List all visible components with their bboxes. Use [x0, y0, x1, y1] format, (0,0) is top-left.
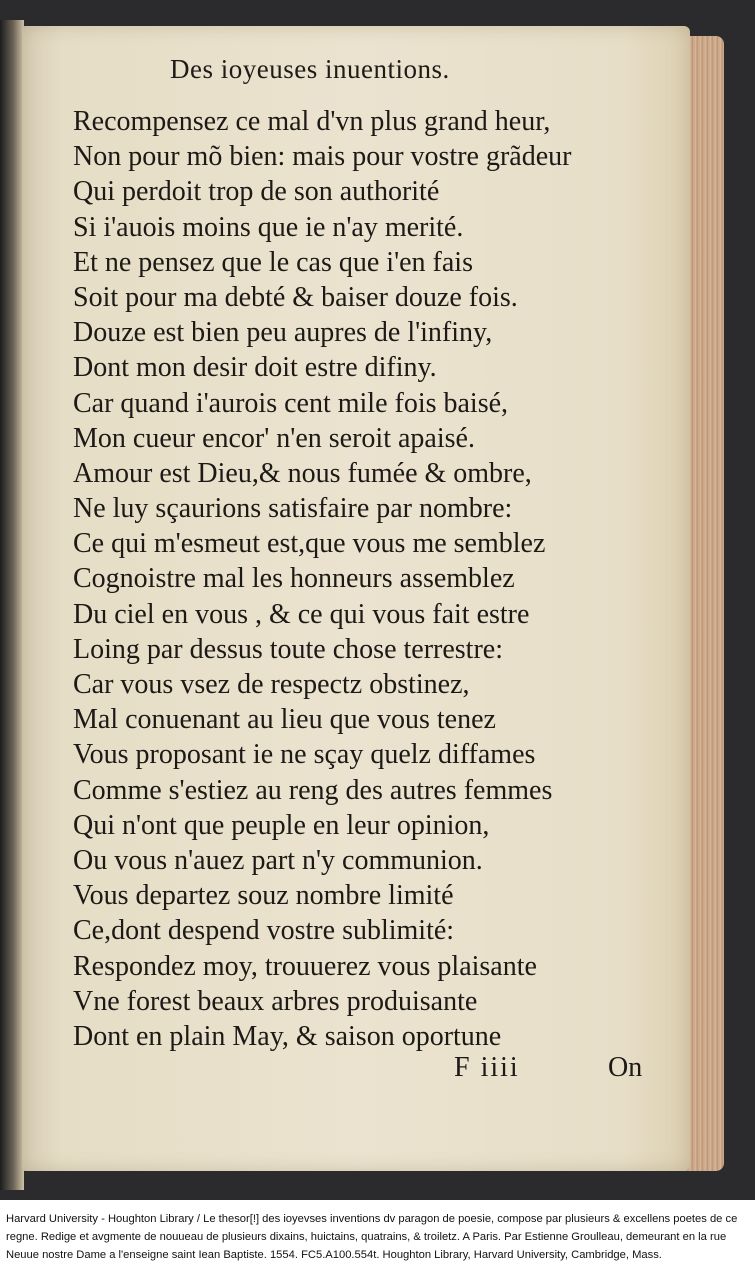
verse-line: Ce,dont despend vostre sublimité:: [73, 915, 455, 947]
verse-line: Loing par dessus toute chose terrestre:: [73, 633, 503, 665]
verse-line: Respondez moy, trouuerez vous plaisante: [73, 950, 537, 982]
verse-line: Et ne pensez que le cas que i'en fais: [73, 246, 473, 278]
verse-line: Non pour mõ bien: mais pour vostre grãdeur: [73, 141, 572, 173]
verse-line: Soit pour ma debté & baiser douze fois.: [73, 281, 518, 313]
verse-line: Dont en plain May, & saison oportune: [73, 1020, 502, 1052]
verse-line: Mal conuenant au lieu que vous tenez: [73, 704, 496, 736]
verse-line: Qui perdoit trop de son authorité: [73, 176, 440, 208]
verse-line: Mon cueur encor' n'en seroit apaisé.: [73, 422, 475, 454]
verse-line: Dont mon desir doit estre difiny.: [73, 352, 437, 384]
library-credit: Harvard University - Houghton Library / Le thesor[!] des ioyevses inventions dv paragon de poesie, compose par plusieurs & excellens poetes de ce regne. Redige et avgmente de nouueau de plusieurs dixains, huictains, quatrains, & troiletz. A Paris. Par Estienne Groulleau, demeurant en la rue Neuue nostre Dame a l'enseigne saint Iean Baptiste. 1554. FC5.A100.554t. Houghton Library, Harvard University, Cambridge, Mass.: [6, 1213, 738, 1261]
verse-line: Recompensez ce mal d'vn plus grand heur,: [73, 106, 551, 137]
verse-line: Comme s'estiez au reng des autres femmes: [73, 774, 553, 806]
verse-line: Car quand i'aurois cent mile fois baisé,: [73, 387, 509, 419]
verse-text: [73, 104, 673, 1054]
verse-line: Vne forest beaux arbres produisante: [73, 985, 478, 1017]
verse-line: Douze est bien peu aupres de l'infiny,: [73, 317, 493, 349]
verse-line: Car vous vsez de respectz obstinez,: [73, 669, 470, 700]
page-fore-edge: [684, 36, 724, 1171]
verse-line: Ne luy sçaurions satisfaire par nombre:: [73, 493, 513, 525]
verse-line: Du ciel en vous , & ce qui vous fait estre: [73, 598, 530, 630]
facing-page-edge: [0, 20, 24, 1190]
running-head: Des ioyeuses inuentions.: [170, 54, 450, 84]
verse-line: Qui n'ont que peuple en leur opinion,: [73, 809, 490, 841]
verse-line: Vous proposant ie ne sçay quelz diffames: [73, 739, 536, 771]
catchword: On: [608, 1052, 643, 1083]
verse-line: Si i'auois moins que ie n'ay merité.: [73, 211, 464, 243]
verse-line: Ce qui m'esmeut est,que vous me semblez: [73, 528, 546, 560]
verse-line: Amour est Dieu,& nous fumée & ombre,: [73, 457, 532, 489]
signature-mark: F iiii: [454, 1052, 520, 1083]
verse-line: Vous departez souz nombre limité: [73, 880, 454, 912]
verse-line: Cognoistre mal les honneurs assemblez: [73, 563, 515, 595]
verse-line: Ou vous n'auez part n'y communion.: [73, 844, 483, 876]
